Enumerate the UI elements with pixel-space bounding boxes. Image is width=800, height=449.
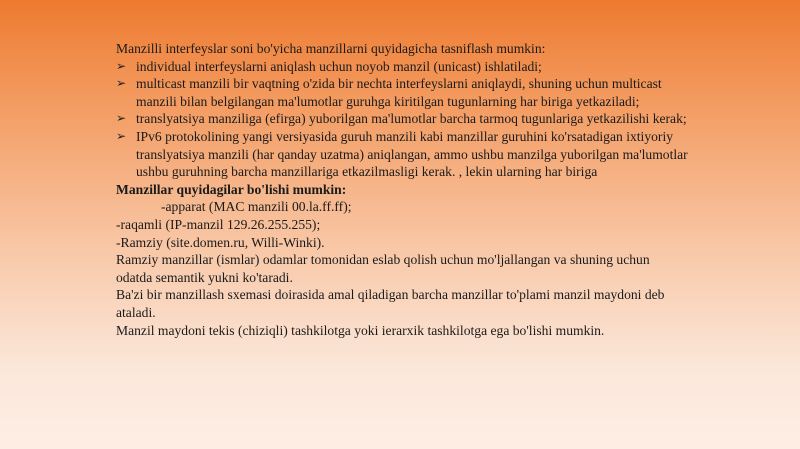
address-type-apparat: -apparat (MAC manzili 00.la.ff.ff); [161, 199, 352, 215]
bullet-item-multicast [116, 75, 688, 110]
arrow-bullet-icon: ➢ [116, 111, 127, 126]
arrow-bullet-icon: ➢ [116, 76, 127, 91]
bullet-text: multicast manzili bir vaqtning o'zida bir nechta interfeyslarni aniqlaydi, shuning uchun multicast manzili bilan belgilangan ma'lumotlar guruhga kiritilgan tugunlarning har biriga yetkaziladi; [136, 76, 662, 109]
section-heading: Manzillar quyidagilar bo'lishi mumkin: [116, 181, 347, 197]
address-type-raqamli: -raqamli (IP-manzil 129.26.255.255); [116, 216, 321, 232]
paragraph-symbolic-addresses: Ramziy manzillar (ismlar) odamlar tomonidan eslab qolish uchun mo'ljallangan va shuning uchun odatda semantik yukni ko'taradi. [116, 252, 650, 285]
bullet-list [116, 58, 688, 181]
arrow-bullet-icon: ➢ [116, 58, 127, 73]
slide-text-body [116, 40, 688, 339]
intro-text: Manzilli interfeyslar soni bo'yicha manzillarni quyidagicha tasniflash mumkin: [116, 41, 546, 56]
bullet-text: individual interfeyslarni aniqlash uchun noyob manzil (unicast) ishlatiladi; [136, 58, 542, 74]
address-type-ramziy: -Ramziy (site.domen.ru, Willi-Winki). [116, 234, 325, 250]
bullet-text: IPv6 protokolining yangi versiyasida guruh manzili kabi manzillar guruhini ko'rsatadigan ixtiyoriy translyatsiya manzili (har qanday uzatma) aniqlangan, ammo ushbu manzilga yuborilgan ma'lumotlar ushbu guruhning barcha manzillariga etkazilmasligi kerak. , lekin ularning har biriga [136, 128, 688, 180]
paragraph-address-space: Ba'zi bir manzillash sxemasi doirasida amal qiladigan barcha manzillar to'plami manzil maydoni deb ataladi. [116, 287, 665, 320]
paragraph-address-organization: Manzil maydoni tekis (chiziqli) tashkilotga yoki ierarxik tashkilotga ega bo'lishi mumkin. [116, 322, 605, 338]
bullet-item-anycast [116, 128, 688, 181]
bullet-item-unicast [116, 58, 688, 76]
bullet-text: translyatsiya manziliga (efirga) yuborilgan ma'lumotlar barcha tarmoq tugunlariga yetkazilishi kerak; [136, 111, 687, 127]
arrow-bullet-icon: ➢ [116, 128, 127, 143]
bullet-item-broadcast [116, 110, 688, 128]
